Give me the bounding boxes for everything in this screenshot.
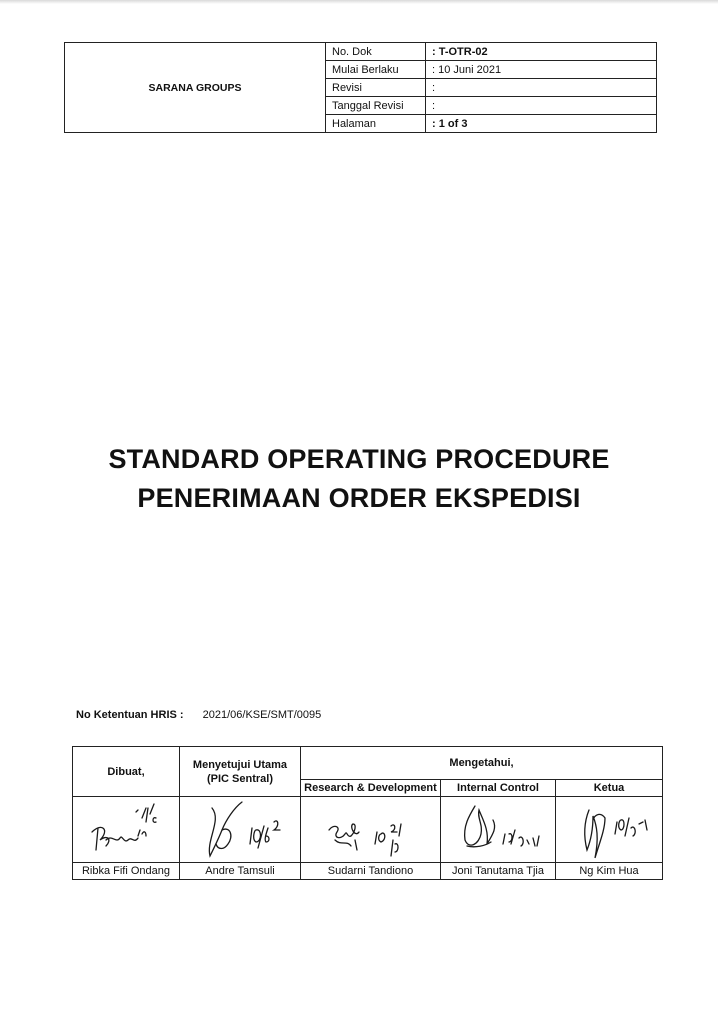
rnd-header: Research & Development xyxy=(301,780,441,797)
signature-sudarni xyxy=(311,800,431,860)
header-value: : 10 Juni 2021 xyxy=(426,61,657,79)
signature-joni xyxy=(443,800,553,860)
signer-name-ng-kim-hua: Ng Kim Hua xyxy=(556,863,663,880)
menyetujui-title: Menyetujui Utama xyxy=(192,758,288,771)
hris-reference xyxy=(76,709,321,721)
signer-name-joni: Joni Tanutama Tjia xyxy=(441,863,556,880)
header-value: : xyxy=(426,79,657,97)
header-value: : xyxy=(426,97,657,115)
header-label: Mulai Berlaku xyxy=(326,61,426,79)
signature-cell-andre xyxy=(180,797,301,863)
signature-cell-ribka xyxy=(73,797,180,863)
signature-ribka xyxy=(76,800,176,860)
hris-label: No Ketentuan HRIS : xyxy=(76,709,184,721)
scan-edge xyxy=(0,0,718,4)
signature-cell-joni xyxy=(441,797,556,863)
header-row-no-dok xyxy=(65,43,657,61)
signature-cell-sudarni xyxy=(301,797,441,863)
company-name: SARANA GROUPS xyxy=(65,43,326,133)
hris-value: 2021/06/KSE/SMT/0095 xyxy=(202,709,322,721)
signature-ng-kim-hua xyxy=(559,800,659,860)
signature-andre xyxy=(182,800,298,860)
header-label: No. Dok xyxy=(326,43,426,61)
header-label: Halaman xyxy=(326,115,426,133)
mengetahui-header: Mengetahui, xyxy=(301,747,663,780)
ketua-header: Ketua xyxy=(556,780,663,797)
header-value: : 1 of 3 xyxy=(426,115,657,133)
signer-name-ribka: Ribka Fifi Ondang xyxy=(73,863,180,880)
approval-table xyxy=(72,746,663,880)
title-line-1: STANDARD OPERATING PROCEDURE xyxy=(108,444,610,474)
signer-name-andre: Andre Tamsuli xyxy=(180,863,301,880)
signature-cell-ng-kim-hua xyxy=(556,797,663,863)
menyetujui-subtitle: (PIC Sentral) xyxy=(206,772,273,785)
dibuat-header: Dibuat, xyxy=(73,747,180,797)
title-line-2: PENERIMAAN ORDER EKSPEDISI xyxy=(137,483,581,513)
document-title xyxy=(0,440,718,518)
document-header-table xyxy=(64,42,657,133)
signer-name-sudarni: Sudarni Tandiono xyxy=(301,863,441,880)
header-value: : T-OTR-02 xyxy=(426,43,657,61)
internal-control-header: Internal Control xyxy=(441,780,556,797)
menyetujui-header xyxy=(180,747,301,797)
header-label: Revisi xyxy=(326,79,426,97)
header-label: Tanggal Revisi xyxy=(326,97,426,115)
